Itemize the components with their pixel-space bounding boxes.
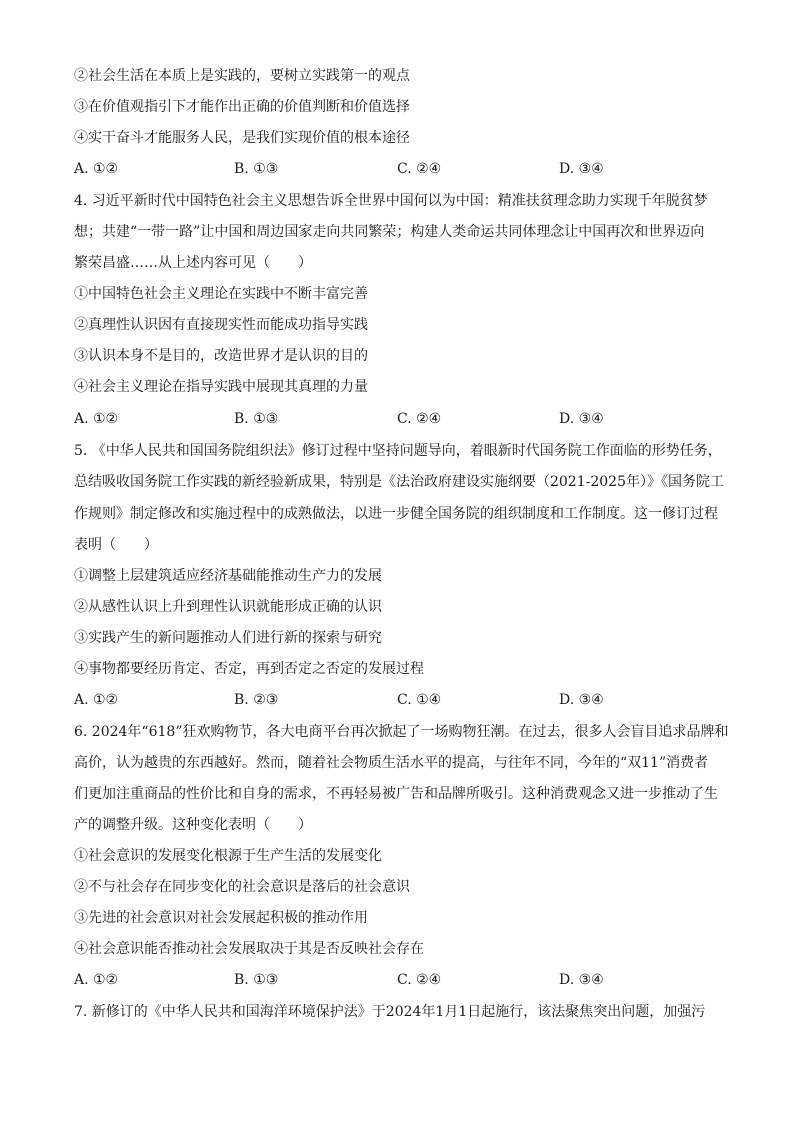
q3-statement-4: ④实干奋斗才能服务人民，是我们实现价值的根本途径 [74, 130, 410, 146]
q4-option-d[interactable]: D. ③④ [559, 411, 604, 427]
q4-option-a[interactable]: A. ①② [74, 411, 119, 427]
q3-options [74, 159, 734, 179]
q6-option-a[interactable]: A. ①② [74, 972, 119, 988]
q4-stem-line-2: 想；共建“一带一路”让中国和周边国家走向共同繁荣；构建人类命运共同体理念让中国再次和世界迈向 [74, 224, 705, 240]
q5-option-c[interactable]: C. ①④ [397, 692, 442, 708]
q6-statement-4: ④社会意识能否推动社会发展取决于其是否反映社会存在 [74, 941, 424, 957]
q5-option-b[interactable]: B. ②③ [234, 692, 279, 708]
q5-stem-line-1: 5. 《中华人民共和国国务院组织法》修订过程中坚持问题导向，着眼新时代国务院工作面临的形势任务， [74, 443, 722, 459]
q5-statement-1: ①调整上层建筑适应经济基础能推动生产力的发展 [74, 568, 382, 584]
q6-stem-line-3: 们更加注重商品的性价比和自身的需求，不再轻易被广告和品牌所吸引。这种消费观念又进一步推动了生 [74, 786, 718, 802]
q3-option-a[interactable]: A. ①② [74, 161, 119, 177]
q6-stem-line-2: 高价，认为越贵的东西越好。然而，随着社会物质生活水平的提高，与往年不同，今年的“双11”消费者 [74, 755, 709, 771]
q4-stem-line-3: 繁荣昌盛……从上述内容可见（ ） [74, 255, 312, 271]
q5-option-a[interactable]: A. ①② [74, 692, 119, 708]
q3-option-b[interactable]: B. ①③ [234, 161, 279, 177]
q6-option-b[interactable]: B. ①③ [234, 972, 279, 988]
q6-option-c[interactable]: C. ②④ [397, 972, 442, 988]
q4-statement-2: ②真理性认识因有直接现实性而能成功指导实践 [74, 317, 368, 333]
q3-option-d[interactable]: D. ③④ [559, 161, 604, 177]
q4-option-c[interactable]: C. ②④ [397, 411, 442, 427]
q5-option-d[interactable]: D. ③④ [559, 692, 604, 708]
q6-stem-line-1: 6. 2024年“618”狂欢购物节，各大电商平台再次掀起了一场购物狂潮。在过去，很多人会盲目追求品牌和 [74, 724, 729, 740]
q3-statement-3: ③在价值观指引下才能作出正确的价值判断和价值选择 [74, 99, 410, 115]
q3-option-c[interactable]: C. ②④ [397, 161, 442, 177]
q4-stem-line-1: 4. 习近平新时代中国特色社会主义思想告诉全世界中国何以为中国：精准扶贫理念助力实现千年脱贫梦 [74, 193, 708, 209]
q5-statement-2: ②从感性认识上升到理性认识就能形成正确的认识 [74, 599, 382, 615]
q4-options [74, 409, 734, 429]
q5-statement-3: ③实践产生的新问题推动人们进行新的探索与研究 [74, 630, 382, 646]
q6-statement-1: ①社会意识的发展变化根源于生产生活的发展变化 [74, 848, 382, 864]
q5-stem-line-4: 表明（ ） [74, 537, 158, 553]
q6-option-d[interactable]: D. ③④ [559, 972, 604, 988]
q3-statement-2: ②社会生活在本质上是实践的，要树立实践第一的观点 [74, 68, 410, 84]
q6-statement-3: ③先进的社会意识对社会发展起积极的推动作用 [74, 910, 368, 926]
q5-statement-4: ④事物都要经历肯定、否定，再到否定之否定的发展过程 [74, 661, 424, 677]
q6-stem-line-4: 产的调整升级。这种变化表明（ ） [74, 817, 312, 833]
q5-stem-line-3: 作规则》制定修改和实施过程中的成熟做法，以进一步健全国务院的组织制度和工作制度。这一修订过程 [74, 506, 718, 522]
q6-statement-2: ②不与社会存在同步变化的社会意识是落后的社会意识 [74, 879, 410, 895]
q4-statement-4: ④社会主义理论在指导实践中展现其真理的力量 [74, 379, 368, 395]
q4-statement-1: ①中国特色社会主义理论在实践中不断丰富完善 [74, 286, 368, 302]
q4-statement-3: ③认识本身不是目的，改造世界才是认识的目的 [74, 348, 368, 364]
q5-stem-line-2: 总结吸收国务院工作实践的新经验新成果，特别是《法治政府建设实施纲要（2021-2025年）》《国务院工 [74, 474, 724, 490]
q4-option-b[interactable]: B. ①③ [234, 411, 279, 427]
q5-options [74, 690, 734, 710]
q7-stem-line-1: 7. 新修订的《中华人民共和国海洋环境保护法》于2024年1月1日起施行，该法聚焦突出问题，加强污 [74, 1004, 706, 1020]
q6-options [74, 970, 734, 990]
